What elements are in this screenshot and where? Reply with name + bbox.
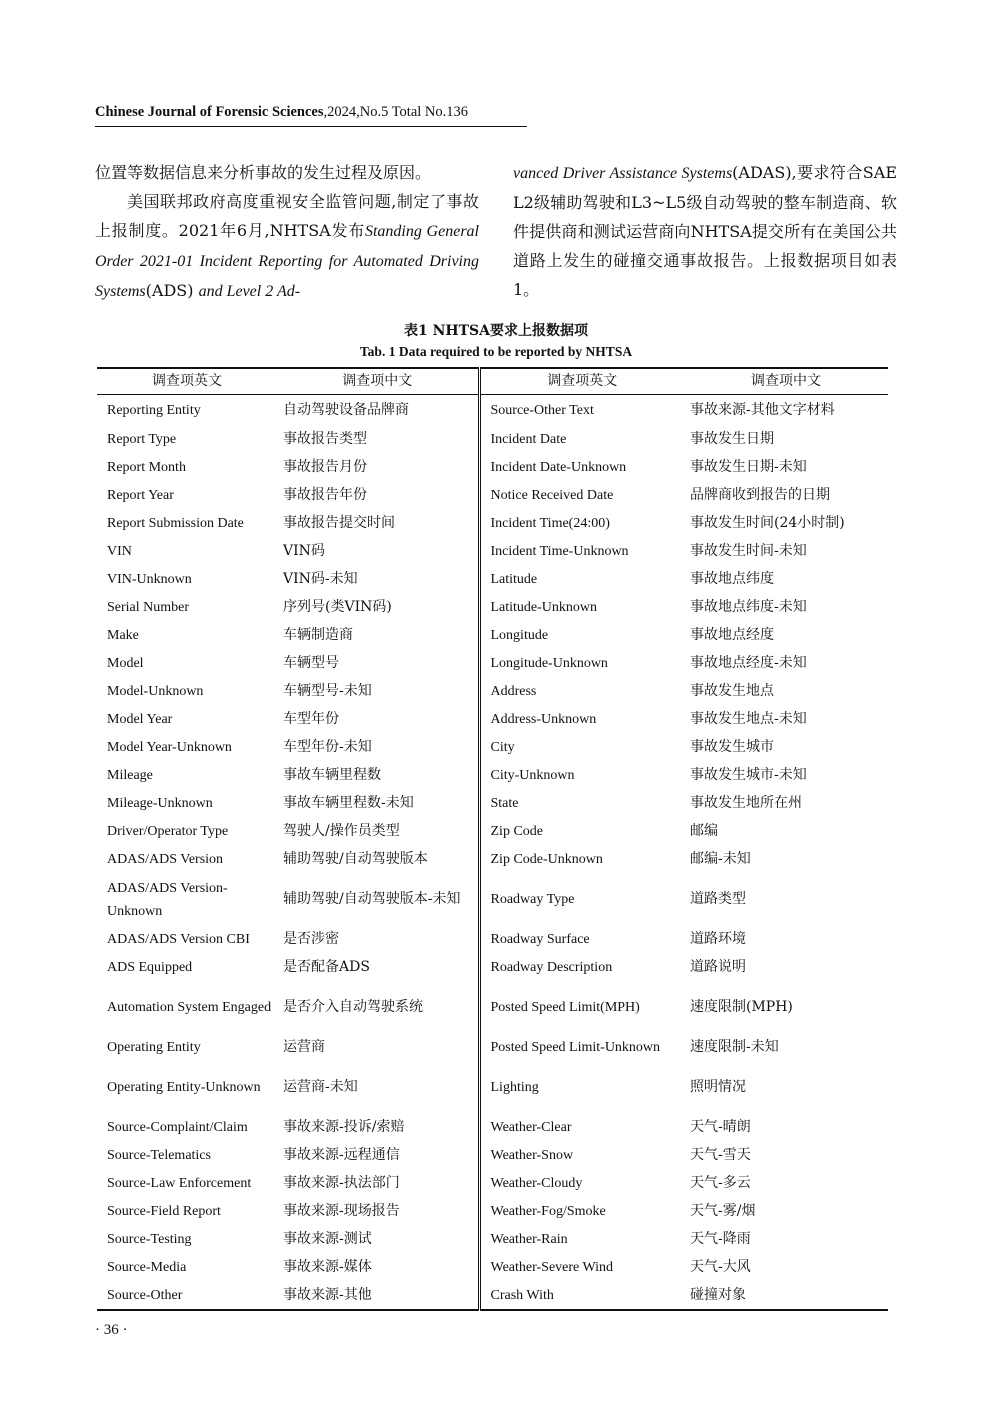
cell-english: Mileage	[107, 768, 153, 783]
table-row	[97, 734, 888, 762]
table-row	[97, 1170, 888, 1198]
cell-english: Posted Speed Limit(MPH)	[479, 982, 684, 1034]
cell-chinese: 天气-降雨	[690, 1231, 751, 1247]
cell-english: Roadway Type	[479, 874, 684, 926]
cell-english: Source-Testing	[107, 1232, 192, 1247]
cell-chinese: 天气-多云	[690, 1175, 751, 1191]
cell-english: City	[479, 734, 684, 762]
cell-chinese: 品牌商收到报告的日期	[690, 487, 830, 503]
cell-english: Mileage-Unknown	[107, 796, 213, 811]
cell-english: Roadway Surface	[479, 926, 684, 954]
cell-chinese: 是否介入自动驾驶系统	[283, 999, 423, 1015]
page-number: · 36 ·	[95, 1322, 128, 1338]
table-row	[97, 1198, 888, 1226]
cell-chinese: 事故来源-远程通信	[283, 1147, 400, 1163]
table-row	[97, 1226, 888, 1254]
cell-english: Crash With	[479, 1282, 684, 1310]
table-caption-en: Tab. 1 Data required to be reported by NHTSA	[359, 344, 633, 359]
cell-chinese: 事故发生地所在州	[690, 795, 802, 811]
cell-english: Make	[107, 628, 139, 643]
table-row	[97, 1254, 888, 1282]
cell-chinese: 事故发生城市	[690, 739, 774, 755]
cell-chinese: 是否配备ADS	[283, 959, 370, 975]
cell-english: City-Unknown	[479, 762, 684, 790]
cell-english: Automation System Engaged	[107, 1000, 272, 1015]
cell-chinese: 邮编-未知	[690, 851, 751, 867]
column-header: 调查项英文	[479, 368, 684, 395]
cell-english: Source-Field Report	[107, 1204, 221, 1219]
table-row	[97, 846, 888, 874]
cell-english: Notice Received Date	[479, 482, 684, 510]
table-row	[97, 762, 888, 790]
cell-english: Source-Law Enforcement	[107, 1176, 252, 1191]
cell-chinese: 事故地点纬度	[690, 571, 774, 587]
cell-chinese: 事故地点经度-未知	[690, 655, 807, 671]
cell-english: Incident Date	[479, 426, 684, 454]
table-row	[97, 1142, 888, 1170]
cell-chinese: 事故车辆里程数	[283, 767, 381, 783]
cell-english: Longitude	[479, 622, 684, 650]
cell-english: Operating Entity-Unknown	[107, 1080, 261, 1095]
right-column	[513, 158, 897, 304]
table-row	[97, 426, 888, 454]
cell-english: Incident Time(24:00)	[479, 510, 684, 538]
cell-english: VIN-Unknown	[107, 572, 192, 587]
cell-chinese: 事故报告年份	[283, 487, 367, 503]
cell-chinese: 事故来源-投诉/索赔	[283, 1119, 405, 1135]
table-row	[97, 678, 888, 706]
cell-english: Report Submission Date	[107, 516, 244, 531]
cell-chinese: 速度限制(MPH)	[690, 999, 793, 1015]
table-row	[97, 1282, 888, 1310]
cell-chinese: 运营商-未知	[283, 1079, 358, 1095]
cell-english: ADS Equipped	[107, 960, 193, 975]
table-caption-cn: 表1 NHTSA要求上报数据项	[403, 323, 589, 339]
cell-chinese: 车辆制造商	[283, 627, 353, 643]
cell-chinese: 辅助驾驶/自动驾驶版本	[283, 851, 428, 867]
cell-chinese: 天气-雪天	[690, 1147, 751, 1163]
table-header-row	[97, 368, 888, 395]
column-header: 调查项中文	[684, 368, 888, 395]
table-row	[97, 1034, 888, 1062]
cell-english: Latitude	[479, 566, 684, 594]
cell-english: Incident Date-Unknown	[479, 454, 684, 482]
cell-english: Weather-Snow	[479, 1142, 684, 1170]
cell-english: Report Year	[107, 488, 174, 503]
cell-english: Source-Other	[107, 1287, 183, 1303]
cell-english: Operating Entity	[107, 1040, 201, 1055]
table-row	[97, 982, 888, 1034]
cell-chinese: 事故来源-其他	[283, 1286, 372, 1303]
cell-chinese: 事故发生时间-未知	[690, 543, 807, 559]
table-body	[97, 395, 888, 1310]
cell-english: Zip Code	[479, 818, 684, 846]
cell-english: Longitude-Unknown	[479, 650, 684, 678]
cell-english: ADAS/ADS Version	[107, 852, 224, 867]
cell-english: Model-Unknown	[107, 684, 204, 699]
table-row	[97, 622, 888, 650]
cell-chinese: 事故发生地点-未知	[690, 711, 807, 727]
cell-english: Latitude-Unknown	[479, 594, 684, 622]
cell-chinese: 天气-雾/烟	[690, 1203, 756, 1219]
cell-chinese: 道路环境	[690, 931, 746, 947]
cell-chinese: 事故来源-测试	[283, 1231, 372, 1247]
cell-chinese: 事故来源-其他文字材料	[690, 401, 835, 418]
cell-chinese: 事故发生地点	[690, 683, 774, 699]
cell-english: Posted Speed Limit-Unknown	[479, 1034, 684, 1062]
cell-chinese: VIN码-未知	[283, 571, 358, 587]
table-row	[97, 454, 888, 482]
cell-english: Weather-Cloudy	[479, 1170, 684, 1198]
cell-english: Report Type	[107, 432, 177, 447]
cell-english: Zip Code-Unknown	[479, 846, 684, 874]
cell-chinese: 车型年份-未知	[283, 739, 372, 755]
table-row	[97, 510, 888, 538]
cell-english: Serial Number	[107, 600, 190, 615]
cell-chinese: 事故发生时间(24小时制)	[690, 515, 845, 531]
column-header: 调查项英文	[97, 368, 277, 395]
cell-chinese: 驾驶人/操作员类型	[283, 823, 400, 839]
table-row	[97, 874, 888, 926]
cell-chinese: 天气-晴朗	[690, 1119, 751, 1135]
cell-chinese: 事故来源-执法部门	[283, 1175, 400, 1191]
cell-english: State	[479, 790, 684, 818]
cell-chinese: 事故来源-媒体	[283, 1259, 372, 1275]
cell-english: Source-Media	[107, 1260, 187, 1275]
cell-chinese: 事故报告提交时间	[283, 515, 395, 531]
table-row	[97, 706, 888, 734]
cell-english: Weather-Fog/Smoke	[479, 1198, 684, 1226]
table-row	[97, 395, 888, 426]
table-row	[97, 594, 888, 622]
cell-chinese: VIN码	[283, 543, 325, 559]
cell-chinese: 车辆型号	[283, 655, 339, 671]
cell-chinese: 天气-大风	[690, 1259, 751, 1275]
cell-chinese: 序列号(类VIN码)	[283, 599, 392, 615]
cell-chinese: 事故地点经度	[690, 627, 774, 643]
table-row	[97, 566, 888, 594]
cell-chinese: 道路说明	[690, 959, 746, 975]
cell-chinese: 事故报告类型	[283, 431, 367, 447]
table-row	[97, 650, 888, 678]
issue-info: ,2024,No.5 Total No.136	[323, 104, 469, 120]
cell-english: ADAS/ADS Version CBI	[107, 932, 250, 947]
cell-english: Driver/Operator Type	[107, 824, 229, 839]
cell-english: Address	[479, 678, 684, 706]
cell-english: Weather-Rain	[479, 1226, 684, 1254]
cell-chinese: 照明情况	[690, 1079, 746, 1095]
cell-english: Lighting	[479, 1062, 684, 1114]
cell-english: Weather-Clear	[479, 1114, 684, 1142]
cell-chinese: 车辆型号-未知	[283, 683, 372, 699]
cell-english: Model Year-Unknown	[107, 740, 232, 755]
running-header	[95, 104, 527, 127]
table-row	[97, 482, 888, 510]
cell-chinese: 辅助驾驶/自动驾驶版本-未知	[283, 891, 461, 907]
cell-chinese: 运营商	[283, 1039, 325, 1055]
cell-english: VIN	[107, 544, 132, 559]
cell-english: ADAS/ADS Version-Unknown	[107, 880, 228, 919]
table-row	[97, 954, 888, 982]
cell-english: Source-Other Text	[479, 395, 684, 426]
cell-english: Address-Unknown	[479, 706, 684, 734]
cell-chinese: 是否涉密	[283, 931, 339, 947]
cell-chinese: 事故地点纬度-未知	[690, 599, 807, 615]
cell-chinese: 事故发生日期	[690, 431, 774, 447]
cell-chinese: 事故来源-现场报告	[283, 1203, 400, 1219]
paragraph: 位置等数据信息来分析事故的发生过程及原因。	[95, 163, 432, 182]
left-column	[95, 158, 479, 306]
table-row	[97, 538, 888, 566]
cell-chinese: 碰撞对象	[690, 1286, 746, 1303]
table-row	[97, 790, 888, 818]
cell-chinese: 事故报告月份	[283, 459, 367, 475]
cell-english: Weather-Severe Wind	[479, 1254, 684, 1282]
cell-chinese: 速度限制-未知	[690, 1039, 779, 1055]
cell-english: Model	[107, 656, 144, 671]
column-header: 调查项中文	[277, 368, 479, 395]
cell-chinese: 道路类型	[690, 891, 746, 907]
cell-english: Model Year	[107, 712, 173, 727]
cell-chinese: 邮编	[690, 823, 718, 839]
cell-chinese: 事故发生日期-未知	[690, 459, 807, 475]
paragraph: vanced Driver Assistance Systems(ADAS),要求符合SAE L2级辅助驾驶和L3~L5级自动驾驶的整车制造商、软件提供商和测试运营商向NHTSA提交所有在美国公共道路上发生的碰撞交通事故报告。上报数据项目如表1。	[513, 163, 897, 299]
cell-english: Source-Complaint/Claim	[107, 1120, 248, 1135]
cell-english: Reporting Entity	[107, 402, 201, 418]
table-row	[97, 926, 888, 954]
table-row	[97, 1114, 888, 1142]
cell-chinese: 自动驾驶设备品牌商	[283, 401, 409, 418]
cell-english: Roadway Description	[479, 954, 684, 982]
cell-english: Source-Telematics	[107, 1148, 211, 1163]
table-row	[97, 1062, 888, 1114]
cell-english: Report Month	[107, 460, 186, 475]
cell-chinese: 事故发生城市-未知	[690, 767, 807, 783]
data-table	[97, 367, 888, 1311]
paragraph: 美国联邦政府高度重视安全监管问题,制定了事故上报制度。2021年6月,NHTSA发布Standing General Order 2021-01 Incident Reporting for Automated Driving Systems(ADS) and Level 2 Ad-	[95, 192, 479, 300]
cell-chinese: 车型年份	[283, 711, 339, 727]
journal-title: Chinese Journal of Forensic Sciences	[95, 104, 324, 120]
cell-english: Incident Time-Unknown	[479, 538, 684, 566]
table-row	[97, 818, 888, 846]
cell-chinese: 事故车辆里程数-未知	[283, 795, 414, 811]
